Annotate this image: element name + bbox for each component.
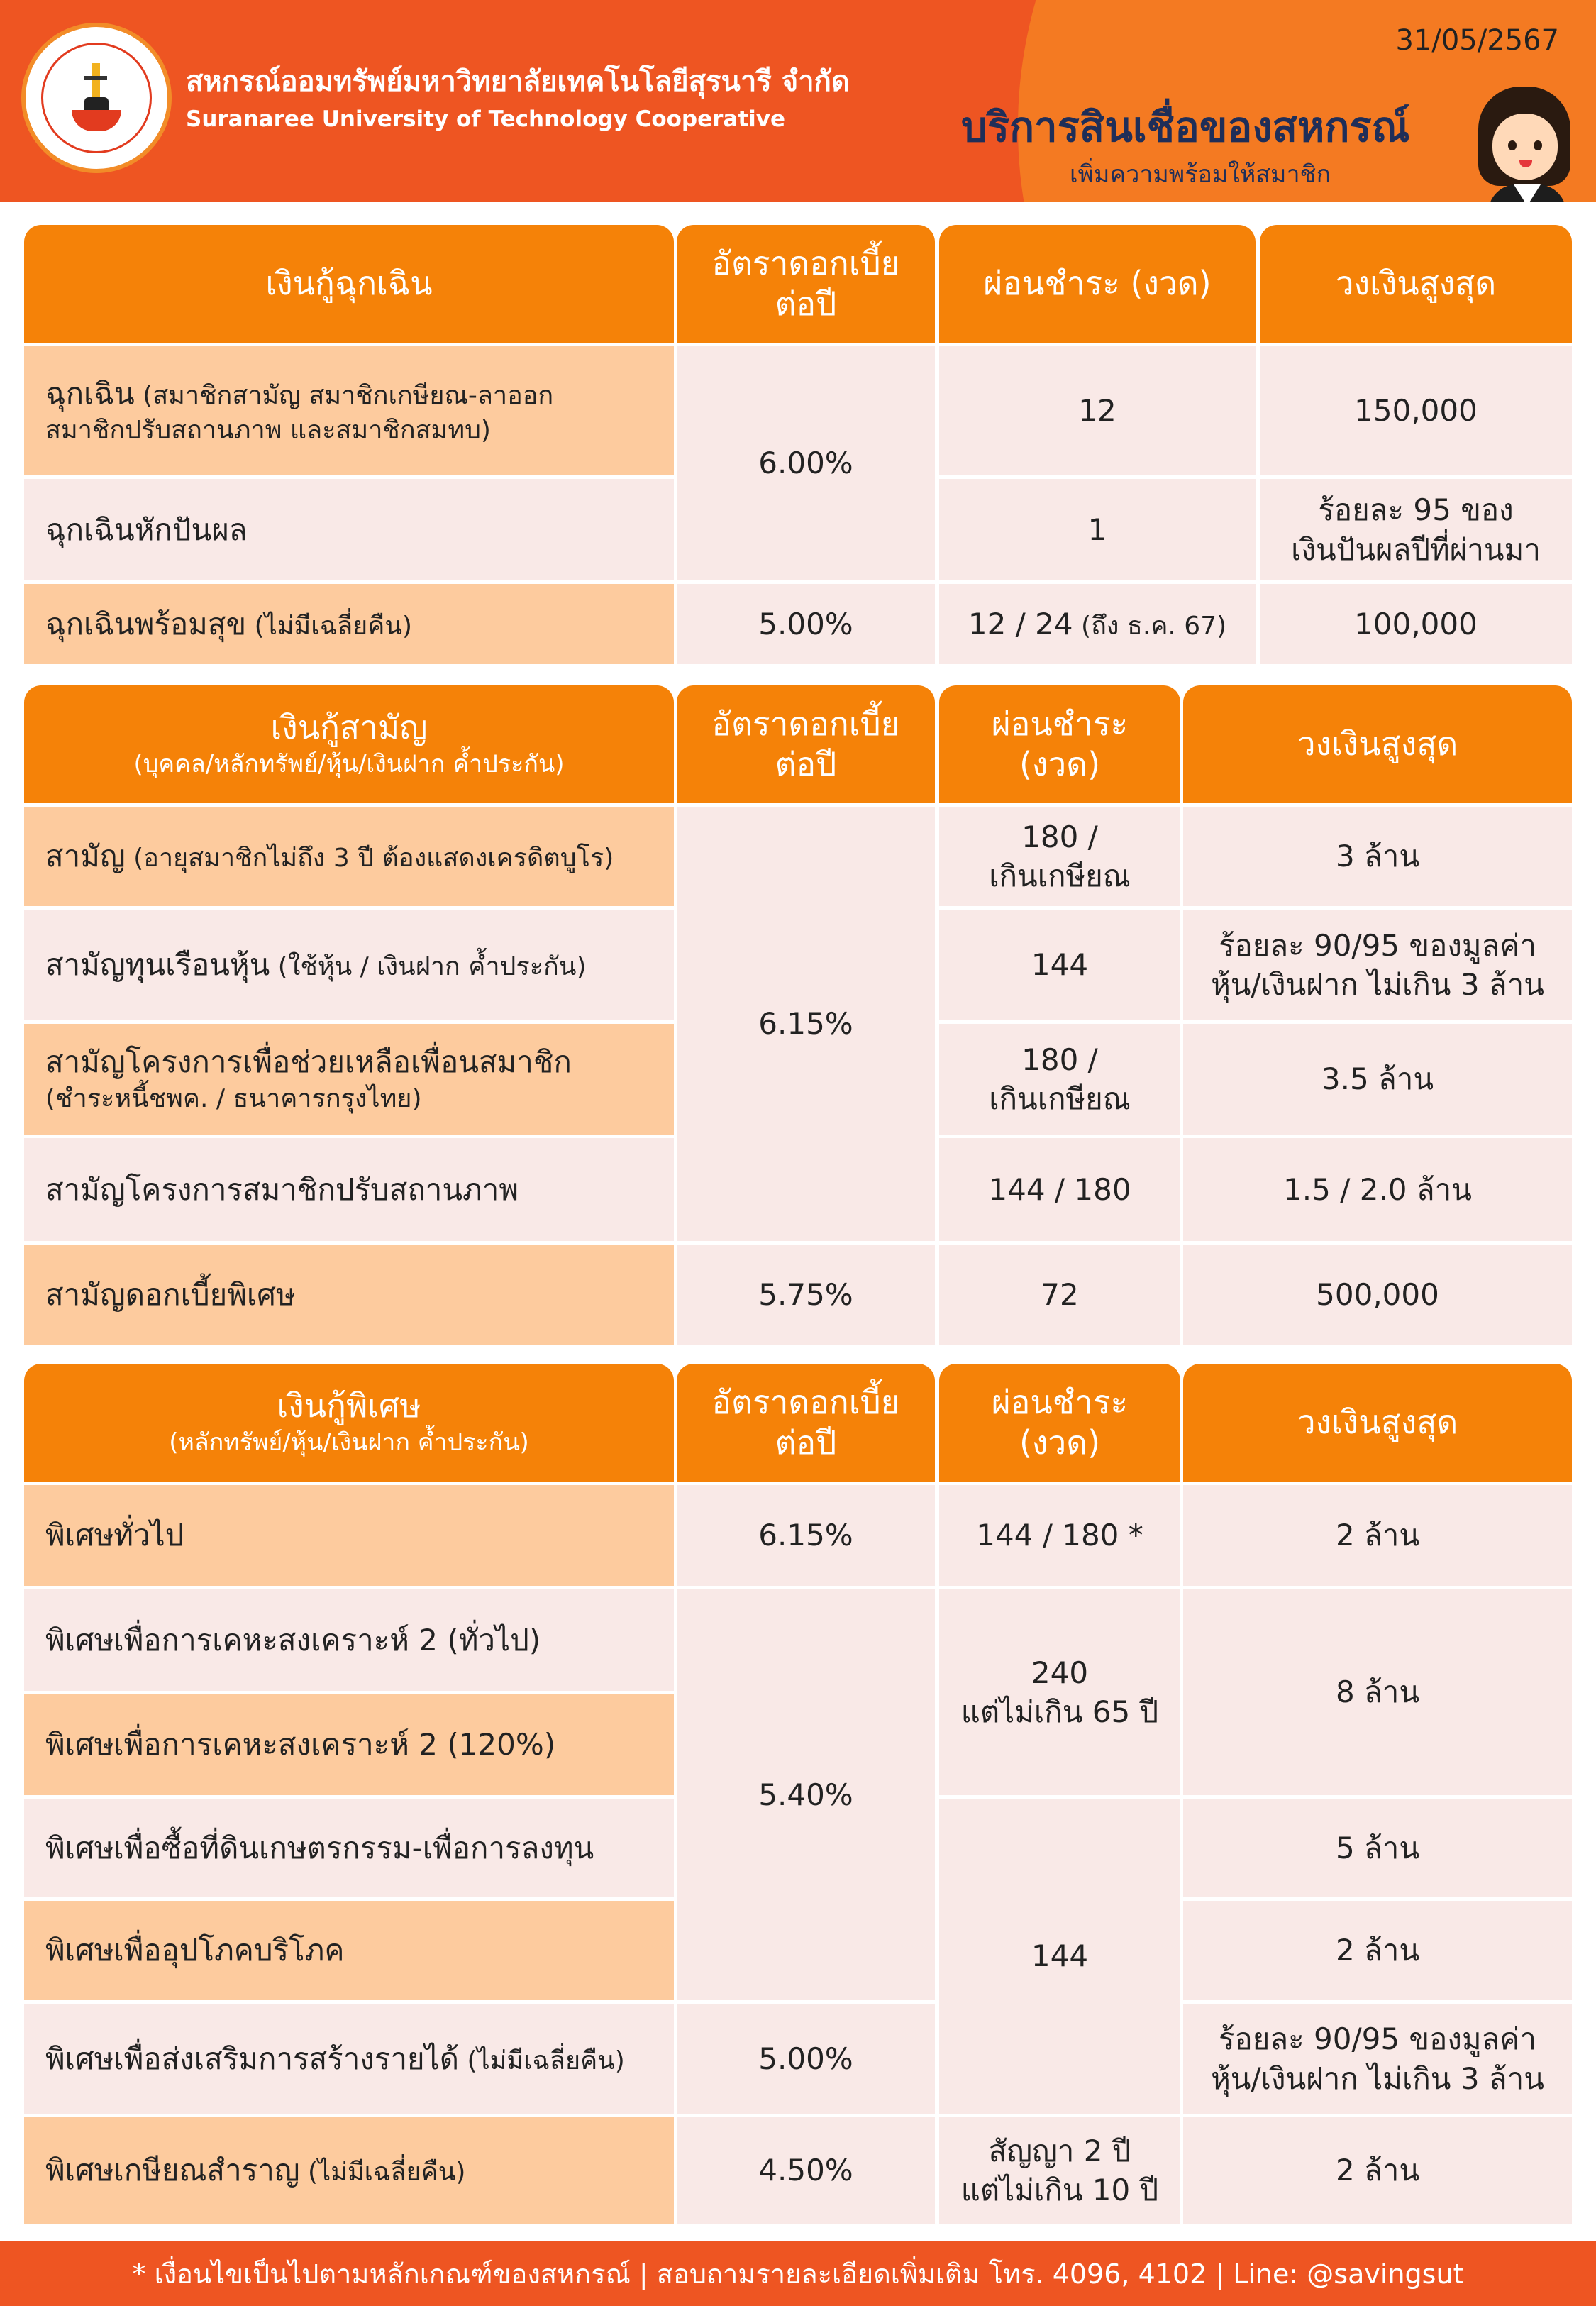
installment-value: แต่ไม่เกิน 65 ปี bbox=[960, 1694, 1159, 1729]
header-label: ต่อปี bbox=[775, 745, 837, 783]
header-label: (งวด) bbox=[1019, 1423, 1101, 1462]
special-row-1-rate bbox=[677, 1485, 935, 1586]
ordinary-row-2-name bbox=[24, 910, 674, 1020]
ordinary-row-4-max bbox=[1183, 1138, 1572, 1241]
emergency-row-1-installment bbox=[939, 346, 1256, 475]
loan-note: (ใช้หุ้น / เงินฝาก ค้ำประกัน) bbox=[270, 952, 587, 982]
emergency-row-3-installment bbox=[939, 584, 1256, 664]
max-amount: 5 ล้าน bbox=[1335, 1830, 1420, 1865]
max-amount: 500,000 bbox=[1316, 1277, 1439, 1313]
special-row-7-max bbox=[1183, 2117, 1572, 2224]
mascot-illustration bbox=[1468, 87, 1582, 202]
loan-name: พิเศษเพื่อซื้อที่ดินเกษตรกรรม-เพื่อการลงทุน bbox=[45, 1830, 594, 1865]
max-amount: ร้อยละ 95 ของ bbox=[1318, 492, 1514, 528]
loan-name: สามัญทุนเรือนหุ้น bbox=[45, 947, 270, 983]
header-sublabel: (หลักทรัพย์/หุ้น/เงินฝาก ค้ำประกัน) bbox=[169, 1428, 529, 1457]
special-row-6-name bbox=[24, 2004, 674, 2114]
loan-note: (ไม่มีเฉลี่ยคืน) bbox=[246, 611, 412, 641]
loan-note: สมาชิกปรับสถานภาพ และสมาชิกสมทบ) bbox=[45, 415, 491, 445]
installment-value: 144 bbox=[1031, 947, 1089, 983]
loan-note: (สมาชิกสามัญ สมาชิกเกษียณ-ลาออก bbox=[134, 381, 554, 411]
loan-name: พิเศษเพื่อส่งเสริมการสร้างรายได้ bbox=[45, 2041, 460, 2076]
loan-name: สามัญโครงการเพื่อช่วยเหลือเพื่อนสมาชิก bbox=[45, 1044, 572, 1080]
issue-date: 31/05/2567 bbox=[1395, 24, 1559, 57]
ordinary-row-4-installment bbox=[939, 1138, 1180, 1241]
header-label: เงินกู้ฉุกเฉิน bbox=[265, 264, 433, 303]
installment-value: 144 bbox=[1031, 1938, 1089, 1974]
max-amount: ร้อยละ 90/95 ของมูลค่า bbox=[1219, 2021, 1536, 2057]
installment-value: 180 / bbox=[1021, 819, 1098, 854]
ordinary-row-5-name bbox=[24, 1245, 674, 1345]
loan-name: ฉุกเฉินพร้อมสุข bbox=[45, 606, 247, 641]
installment-note: (ถึง ธ.ค. 67) bbox=[1073, 611, 1227, 641]
ordinary-header-rate bbox=[677, 685, 935, 803]
emergency-row-2-name bbox=[24, 479, 674, 580]
mascot-face bbox=[1492, 114, 1558, 180]
special-row-7-rate bbox=[677, 2117, 935, 2224]
max-amount: 8 ล้าน bbox=[1335, 1675, 1420, 1710]
max-amount: 2 ล้าน bbox=[1335, 1933, 1420, 1968]
header-label: ผ่อนชำระ bbox=[991, 1382, 1129, 1421]
interest-rate: 5.00% bbox=[758, 606, 853, 641]
logo-ring bbox=[41, 43, 152, 153]
max-amount: 2 ล้าน bbox=[1335, 2153, 1420, 2188]
cooperative-logo bbox=[21, 23, 172, 173]
max-amount: 100,000 bbox=[1354, 606, 1478, 641]
emergency-row-3-rate bbox=[677, 584, 935, 664]
ordinary-row-5-installment bbox=[939, 1245, 1180, 1345]
emergency-row-1-name bbox=[24, 346, 674, 475]
installment-value: เกินเกษียณ bbox=[989, 1081, 1131, 1116]
header-label: (งวด) bbox=[1019, 745, 1101, 783]
header-label: วงเงินสูงสุด bbox=[1335, 264, 1497, 303]
ordinary-row-3-name bbox=[24, 1024, 674, 1135]
loan-note: (ไม่มีเฉลี่ยคืน) bbox=[299, 2158, 466, 2188]
interest-rate: 6.15% bbox=[758, 1518, 853, 1553]
ordinary-row-5-max bbox=[1183, 1245, 1572, 1345]
ordinary-rate-rows-1-4 bbox=[677, 807, 935, 1241]
special-row-5-name bbox=[24, 1901, 674, 2000]
loan-name: ฉุกเฉิน bbox=[45, 376, 135, 412]
header-label: ผ่อนชำระ (งวด) bbox=[983, 264, 1212, 303]
mascot-eye bbox=[1508, 140, 1517, 150]
ordinary-header-installment bbox=[939, 685, 1180, 803]
special-rate-rows-2-5 bbox=[677, 1589, 935, 2000]
special-row-7-name bbox=[24, 2117, 674, 2224]
header-label: เงินกู้พิเศษ bbox=[277, 1386, 421, 1425]
header-label: ต่อปี bbox=[775, 1423, 837, 1462]
max-amount: หุ้น/เงินฝาก ไม่เกิน 3 ล้าน bbox=[1211, 967, 1544, 1002]
installment-value: 240 bbox=[1031, 1655, 1089, 1690]
interest-rate: 6.00% bbox=[758, 446, 853, 481]
header-label: วงเงินสูงสุด bbox=[1297, 1403, 1458, 1442]
special-installment-rows-2-3 bbox=[939, 1589, 1180, 1795]
emergency-header-rate bbox=[677, 225, 935, 343]
service-subtitle: เพิ่มความพร้อมให้สมาชิก bbox=[1070, 160, 1331, 189]
loan-note: (ไม่มีเฉลี่ยคืน) bbox=[459, 2046, 625, 2075]
logo-base-icon bbox=[72, 110, 121, 131]
ordinary-row-1-name bbox=[24, 807, 674, 906]
installment-value: 144 / 180 bbox=[988, 1171, 1131, 1207]
loan-name: พิเศษเพื่อการเคหะสงเคราะห์ 2 (120%) bbox=[45, 1727, 556, 1762]
max-amount: 3.5 ล้าน bbox=[1321, 1061, 1434, 1097]
installment-value: 72 bbox=[1041, 1277, 1079, 1313]
max-amount: 2 ล้าน bbox=[1335, 1518, 1420, 1553]
loan-name: สามัญ bbox=[45, 839, 126, 874]
emergency-header-max bbox=[1260, 225, 1572, 343]
mascot-eye bbox=[1534, 140, 1542, 150]
max-amount: 3 ล้าน bbox=[1335, 839, 1420, 874]
max-amount: เงินปันผลปีที่ผ่านมา bbox=[1291, 531, 1541, 567]
loan-name: พิเศษเพื่อการเคหะสงเคราะห์ 2 (ทั่วไป) bbox=[45, 1622, 541, 1657]
special-header-installment bbox=[939, 1364, 1180, 1482]
loan-name: ฉุกเฉินหักปันผล bbox=[45, 512, 248, 547]
installment-value: 180 / bbox=[1021, 1042, 1098, 1077]
special-row-1-installment bbox=[939, 1485, 1180, 1586]
interest-rate: 5.75% bbox=[758, 1277, 853, 1313]
header-label: อัตราดอกเบี้ย bbox=[711, 1382, 900, 1421]
ordinary-header-type bbox=[24, 685, 674, 803]
special-installment-rows-4-6 bbox=[939, 1799, 1180, 2114]
ordinary-row-5-rate bbox=[677, 1245, 935, 1345]
header-label: เงินกู้สามัญ bbox=[270, 708, 428, 747]
ordinary-row-3-max bbox=[1183, 1024, 1572, 1135]
emergency-rate-rows-1-2 bbox=[677, 346, 935, 580]
page-header bbox=[0, 0, 1596, 202]
special-row-1-name bbox=[24, 1485, 674, 1586]
special-row-6-max bbox=[1183, 2004, 1572, 2114]
max-amount: ร้อยละ 90/95 ของมูลค่า bbox=[1219, 927, 1536, 963]
emergency-row-3-max bbox=[1260, 584, 1572, 664]
special-row-4-name bbox=[24, 1799, 674, 1897]
interest-rate: 5.00% bbox=[758, 2041, 853, 2076]
emergency-row-2-installment bbox=[939, 479, 1256, 580]
max-amount: 1.5 / 2.0 ล้าน bbox=[1283, 1171, 1472, 1207]
loan-name: พิเศษเพื่ออุปโภคบริโภค bbox=[45, 1933, 345, 1968]
loan-name: สามัญดอกเบี้ยพิเศษ bbox=[45, 1277, 296, 1313]
special-row-3-name bbox=[24, 1694, 674, 1795]
header-label: อัตราดอกเบี้ย bbox=[711, 704, 900, 743]
header-label: อัตราดอกเบี้ย bbox=[711, 243, 900, 282]
installment-value: เกินเกษียณ bbox=[989, 859, 1131, 893]
org-name-english: Suranaree University of Technology Cooperative bbox=[186, 106, 786, 132]
special-row-7-installment bbox=[939, 2117, 1180, 2224]
emergency-header-type bbox=[24, 225, 674, 343]
emergency-row-2-max bbox=[1260, 479, 1572, 580]
header-label: ต่อปี bbox=[775, 285, 837, 323]
special-row-4-max bbox=[1183, 1799, 1572, 1897]
special-header-type bbox=[24, 1364, 674, 1482]
header-label: ผ่อนชำระ bbox=[991, 704, 1129, 743]
loan-note: (ชำระหนี้ชพค. / ธนาคารกรุงไทย) bbox=[45, 1083, 422, 1113]
ordinary-header-max bbox=[1183, 685, 1572, 803]
installment-value: 144 / 180 * bbox=[976, 1518, 1143, 1553]
emergency-row-1-max bbox=[1260, 346, 1572, 475]
loan-name: พิเศษเกษียณสำราญ bbox=[45, 2153, 300, 2188]
special-header-max bbox=[1183, 1364, 1572, 1482]
emergency-header-installment bbox=[939, 225, 1256, 343]
installment-value: 1 bbox=[1087, 512, 1107, 547]
emergency-row-3-name bbox=[24, 584, 674, 664]
ordinary-row-1-max bbox=[1183, 807, 1572, 906]
installment-value: 12 / 24 bbox=[968, 606, 1073, 641]
special-max-rows-2-3 bbox=[1183, 1589, 1572, 1795]
max-amount: หุ้น/เงินฝาก ไม่เกิน 3 ล้าน bbox=[1211, 2060, 1544, 2096]
service-title: บริการสินเชื่อของสหกรณ์ bbox=[961, 103, 1410, 151]
header-label: วงเงินสูงสุด bbox=[1297, 724, 1458, 763]
ordinary-row-4-name bbox=[24, 1138, 674, 1241]
org-name-thai: สหกรณ์ออมทรัพย์มหาวิทยาลัยเทคโนโลยีสุรนารี จำกัด bbox=[186, 65, 850, 98]
special-row-1-max bbox=[1183, 1485, 1572, 1586]
ordinary-row-3-installment bbox=[939, 1024, 1180, 1135]
loan-note: (อายุสมาชิกไม่ถึง 3 ปี ต้องแสดงเครดิตบูโร) bbox=[125, 844, 614, 873]
ordinary-row-2-installment bbox=[939, 910, 1180, 1020]
max-amount: 150,000 bbox=[1354, 393, 1478, 429]
page-footer bbox=[0, 2241, 1596, 2306]
installment-value: 12 bbox=[1078, 393, 1116, 429]
interest-rate: 4.50% bbox=[758, 2153, 853, 2188]
loan-name: สามัญโครงการสมาชิกปรับสถานภาพ bbox=[45, 1171, 519, 1207]
interest-rate: 5.40% bbox=[758, 1777, 853, 1812]
footer-note: * เงื่อนไขเป็นไปตามหลักเกณฑ์ของสหกรณ์ | สอบถามรายละเอียดเพิ่มเติม โทร. 4096, 4102 | Line: @savingsut bbox=[132, 2258, 1464, 2290]
ordinary-row-2-max bbox=[1183, 910, 1572, 1020]
special-row-2-name bbox=[24, 1589, 674, 1691]
interest-rate: 6.15% bbox=[758, 1006, 853, 1042]
installment-value: สัญญา 2 ปี bbox=[988, 2133, 1131, 2168]
loan-name: พิเศษทั่วไป bbox=[45, 1518, 184, 1553]
special-row-5-max bbox=[1183, 1901, 1572, 2000]
ordinary-row-1-installment bbox=[939, 807, 1180, 906]
installment-value: แต่ไม่เกิน 10 ปี bbox=[960, 2173, 1159, 2207]
special-row-6-rate bbox=[677, 2004, 935, 2114]
header-sublabel: (บุคคล/หลักทรัพย์/หุ้น/เงินฝาก ค้ำประกัน) bbox=[133, 749, 565, 778]
special-header-rate bbox=[677, 1364, 935, 1482]
